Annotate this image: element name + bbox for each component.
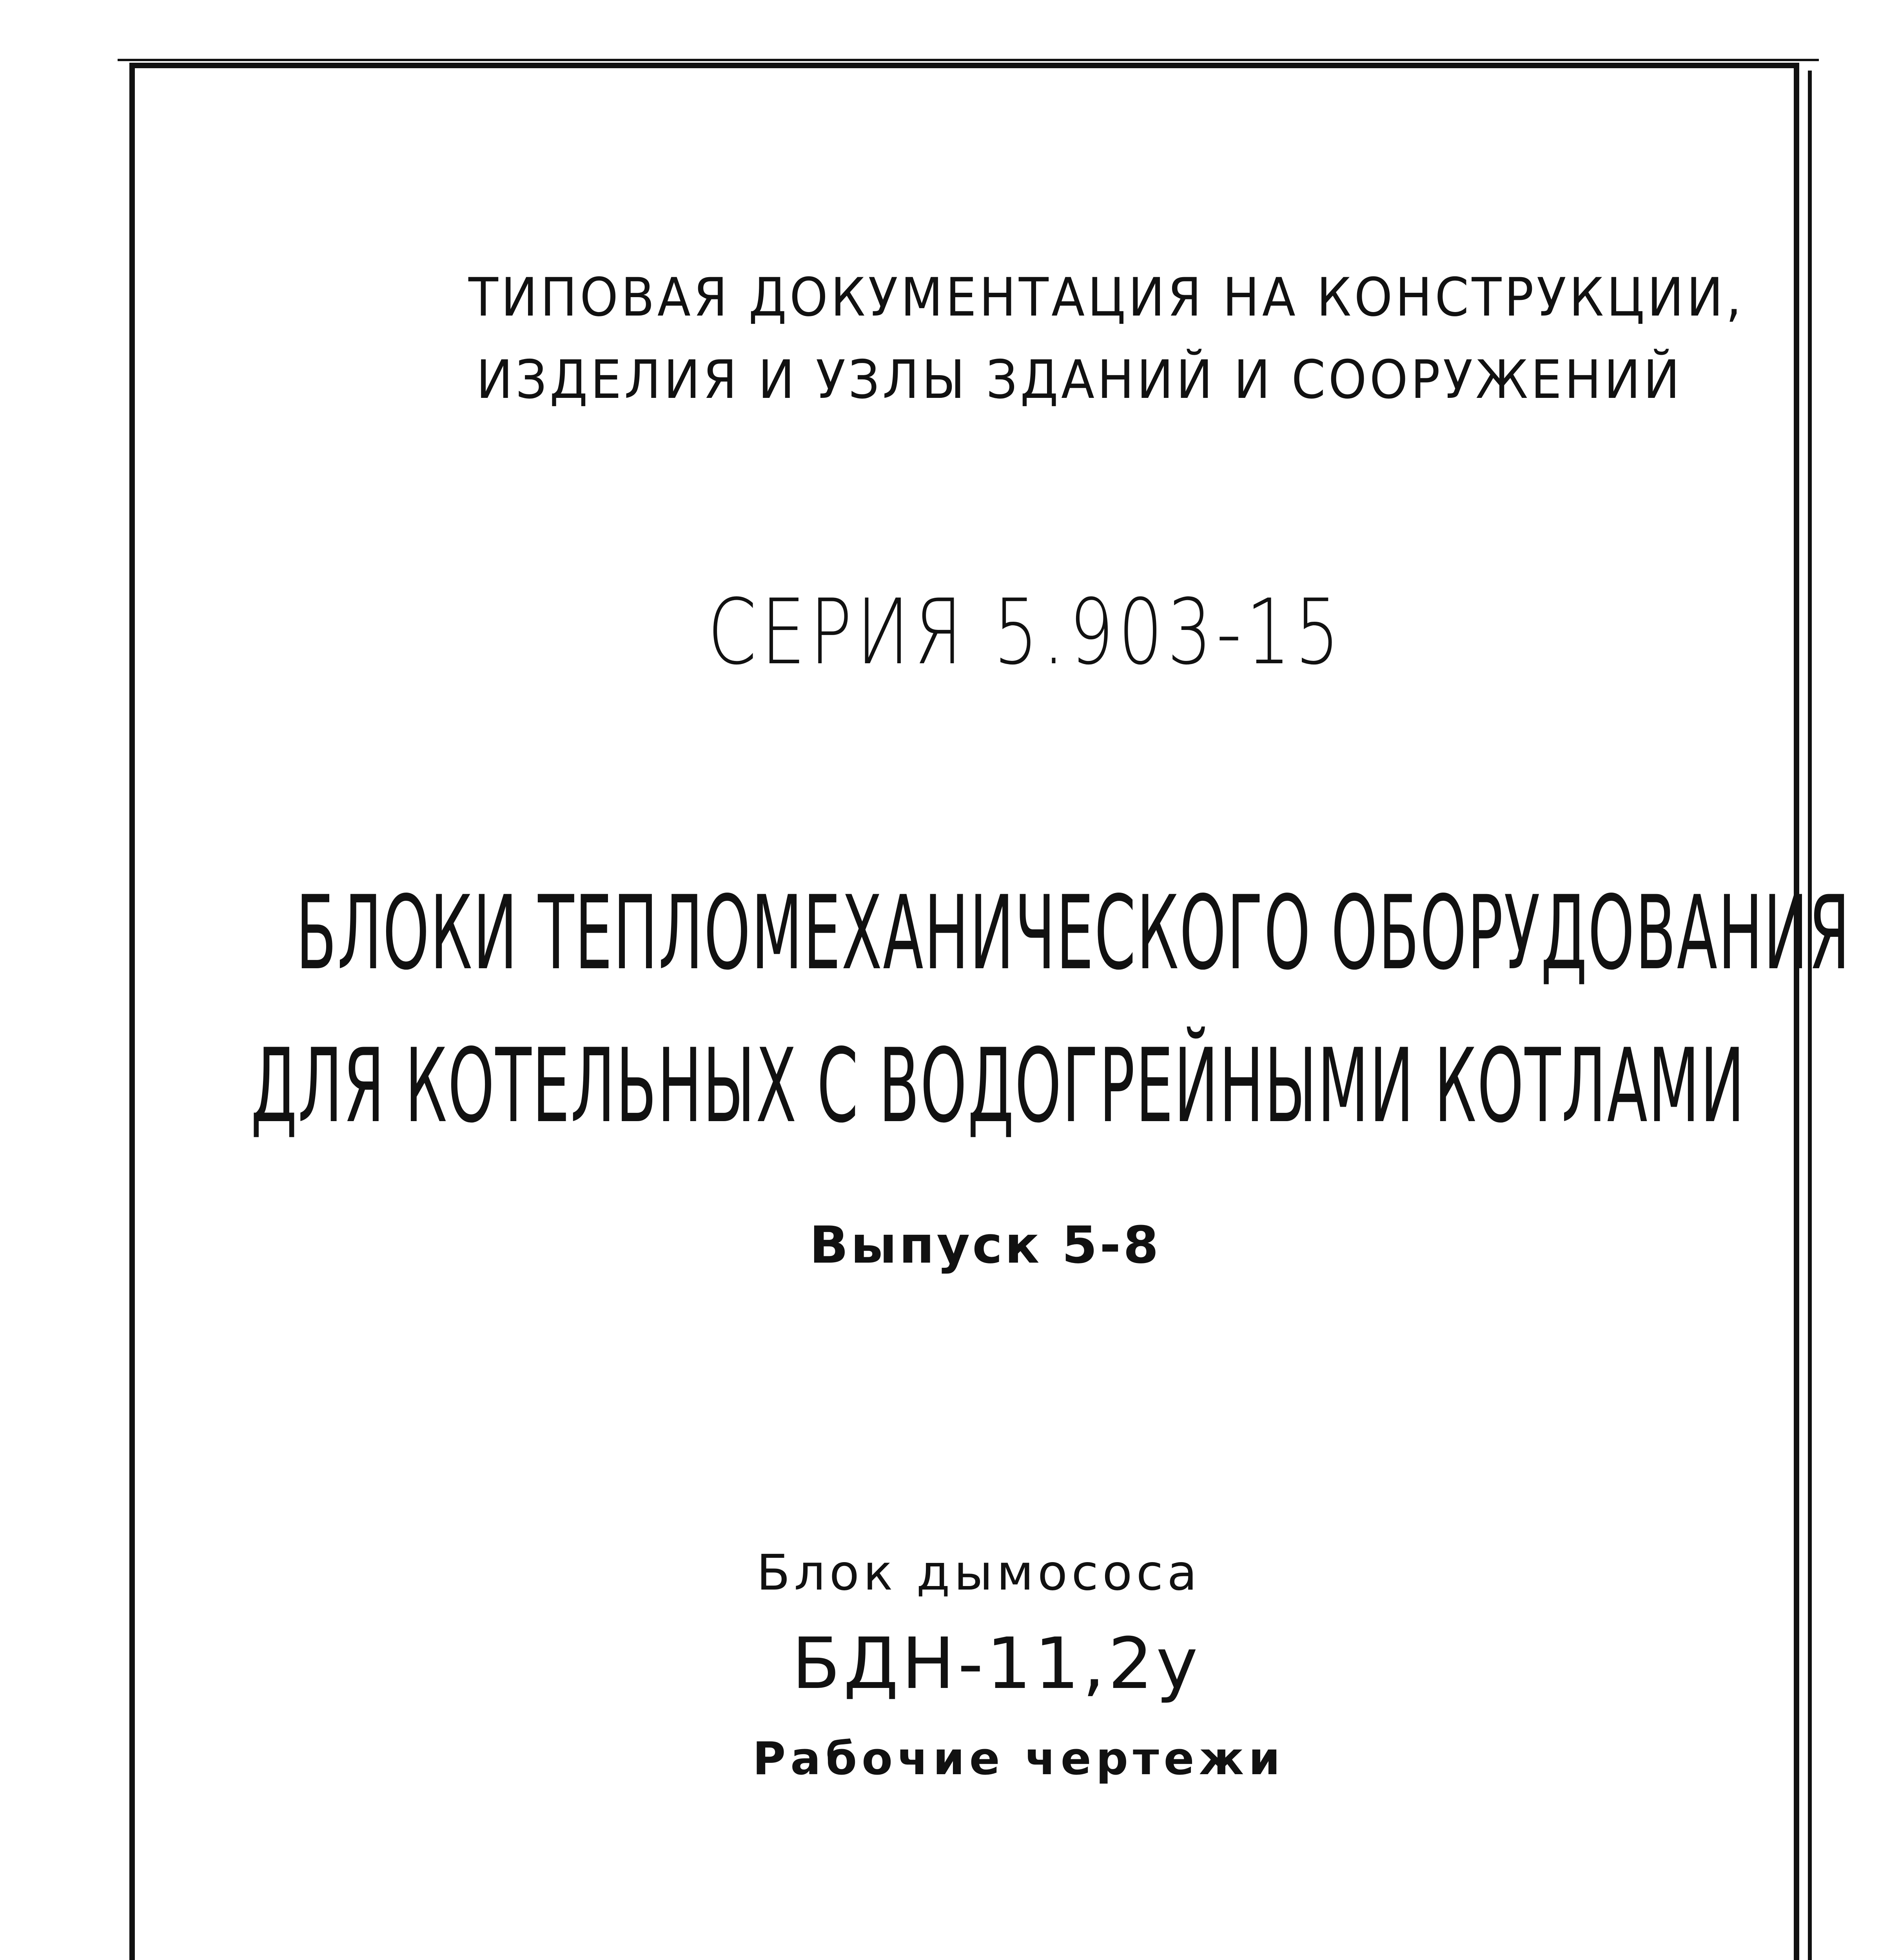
frame-top-line — [118, 59, 1819, 61]
block-name: Блок дымососа — [757, 1544, 1201, 1601]
issue-label: Выпуск 5-8 — [809, 1215, 1161, 1275]
header-line-1: ТИПОВАЯ ДОКУМЕНТАЦИЯ НА КОНСТРУКЦИИ, — [468, 267, 1744, 328]
block-model: БДН-11,2у — [792, 1623, 1201, 1705]
frame-right-line — [1808, 71, 1812, 1960]
header-line-2: ИЗДЕЛИЯ И УЗЛЫ ЗДАНИЙ И СООРУЖЕНИЙ — [476, 349, 1683, 410]
series-title: СЕРИЯ 5.903-15 — [708, 580, 1344, 685]
document-title-line-2: ДЛЯ КОТЕЛЬНЫХ С ВОДОГРЕЙНЫМИ КОТЛАМИ — [251, 1027, 1746, 1145]
document-type: Рабочие чертежи — [753, 1733, 1285, 1785]
document-title-line-1: БЛОКИ ТЕПЛОМЕХАНИЧЕСКОГО ОБОРУДОВАНИЯ — [296, 874, 1851, 993]
